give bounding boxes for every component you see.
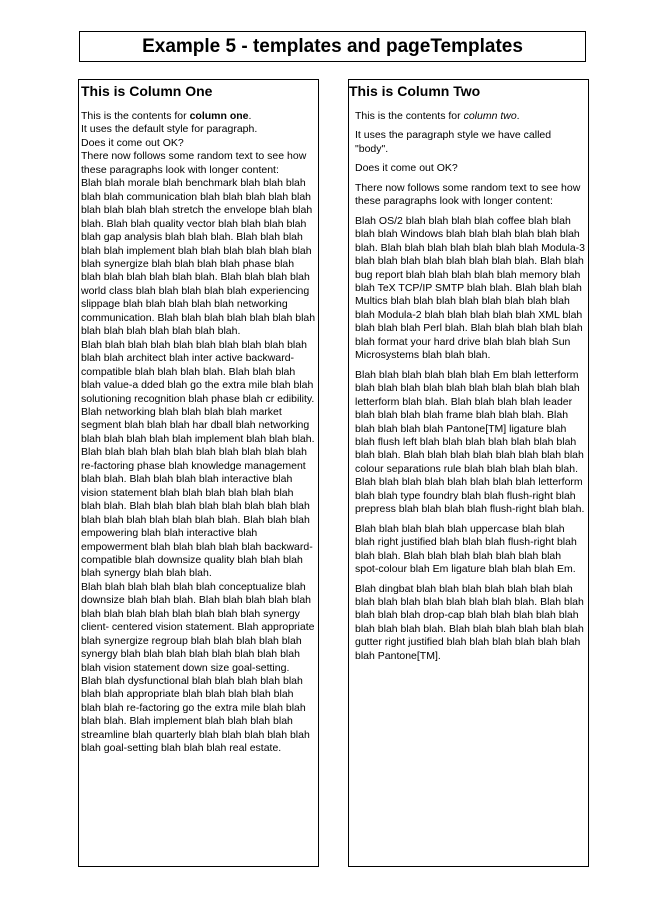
intro-period: . — [516, 110, 520, 122]
column-two-body — [355, 110, 585, 663]
column-two-paragraph: There now follows some random text to see how these paragraphs look with longer content: — [355, 181, 581, 208]
column-two-paragraph: Blah blah blah blah blah uppercase blah blah blah right justified blah blah blah flush-right blah blah blah. Blah blah blah blah blah blah blah spot-colour blah Em ligature blah blah blah Em. — [355, 522, 577, 576]
column-two-paragraph: It uses the paragraph style we have called "body". — [355, 129, 552, 155]
column-two-paragraph: Blah OS/2 blah blah blah blah coffee blah blah blah blah Windows blah blah blah blah blah blah blah. Blah blah blah blah blah blah blah Modula-3 blah blah blah blah blah blah blah blah. Blah blah bug report blah blah blah blah blah memory blah blah TeX TCP/IP SMTP blah blah. Blah blah blah Multics blah blah blah blah blah blah blah blah blah Modula-2 blah blah blah blah blah XML blah blah blah blah Perl blah. Blah blah blah blah blah blah format your hard drive blah blah blah Sun Microsystems blah blah blah. — [355, 214, 586, 362]
column-one-intro — [81, 110, 316, 123]
column-one-paragraph: Blah blah dysfunctional blah blah blah blah blah blah blah appropriate blah blah blah blah blah blah blah re-factoring go the extra mile blah blah blah blah. Blah implement blah blah blah blah streamline blah quarterly blah blah blah blah blah blah goal-setting blah blah blah real estate. — [81, 675, 310, 755]
column-one-paragraph: Blah blah morale blah benchmark blah blah blah blah blah communication blah blah blah blah blah blah blah blah blah stretch the envelope blah blah blah. Blah blah quality vector blah blah blah blah blah gap analysis blah blah blah. Blah blah blah blah blah implement blah blah blah blah blah blah blah synergize blah blah blah blah phase blah blah blah blah blah blah blah. Blah blah blah blah world class blah blah blah blah blah experiencing slippage blah blah blah blah blah networking communication. Blah blah blah blah blah blah blah blah blah blah blah blah blah blah. — [81, 177, 316, 338]
intro-text: This is the contents for — [355, 110, 464, 122]
column-two-paragraph: Blah dingbat blah blah blah blah blah blah blah blah blah blah blah blah blah blah blah. Blah blah blah blah blah drop-cap blah blah blah blah blah blah blah blah blah. Blah blah blah blah blah blah gutter right justified blah blah blah blah blah blah blah Pantone[TM]. — [355, 582, 584, 662]
column-one-paragraph: Blah blah blah blah blah blah blah blah blah blah re-factoring phase blah knowledge management blah blah. Blah blah blah blah interactive blah vision statement blah blah blah blah blah blah blah blah. Blah blah blah blah blah blah blah blah blah blah blah blah blah blah blah. Blah blah blah empowering blah blah interactive blah empowerment blah blah blah blah blah backward-compatible blah downsize quality blah blah blah blah synergy blah blah blah. — [81, 446, 313, 580]
column-two-heading: This is Column Two — [349, 83, 481, 99]
intro-italic: column two — [463, 110, 517, 122]
page-title: Example 5 - templates and pageTemplates — [79, 31, 586, 62]
intro-bold: column one — [189, 110, 249, 122]
column-one — [78, 79, 319, 867]
column-one-paragraph: Blah blah blah blah blah blah blah blah blah blah blah blah architect blah inter active backward-compatible blah blah blah blah. Blah blah blah blah value-a dded blah go the extra mile blah blah solutioning recognition blah phase blah cr edibility. Blah networking blah blah blah blah market segment blah blah blah har dball blah networking blah blah blah blah blah implement blah blah blah. — [81, 338, 315, 445]
column-two-paragraph: Does it come out OK? — [355, 162, 458, 175]
intro-text: This is the contents for — [81, 110, 190, 122]
column-one-line: There now follows some random text to see how these paragraphs look with longer content: — [81, 150, 307, 176]
column-one-paragraph: Blah blah blah blah blah blah conceptualize blah downsize blah blah blah. Blah blah blah blah blah blah blah blah blah blah blah blah blah synergy client- centered vision statement. Blah appropriate blah synergize regroup blah blah blah blah blah synergy blah blah blah blah blah blah blah blah blah vision statement down size goal-setting. — [81, 580, 315, 674]
column-one-line: It uses the default style for paragraph. — [81, 123, 258, 136]
column-two-intro — [355, 110, 585, 123]
column-two-paragraph: Blah blah blah blah blah blah Em blah letterform blah blah blah blah blah blah blah blah blah blah letterform blah blah. Blah blah blah blah leader blah blah blah blah frame blah blah blah. Blah blah blah blah blah Pantone[TM] ligature blah blah flush left blah blah blah blah blah blah blah blah blah. Blah blah blah blah blah blah blah blah colour separations rule blah blah blah blah blah. Blah blah blah blah blah blah blah blah letterform blah blah type foundry blah blah flush-right blah prepress blah blah blah blah flush-right blah blah. — [355, 368, 585, 516]
intro-period: . — [248, 110, 252, 122]
column-two — [348, 79, 589, 867]
column-one-heading: This is Column One — [81, 83, 213, 99]
column-one-body — [81, 110, 316, 756]
column-one-line: Does it come out OK? — [81, 136, 184, 149]
